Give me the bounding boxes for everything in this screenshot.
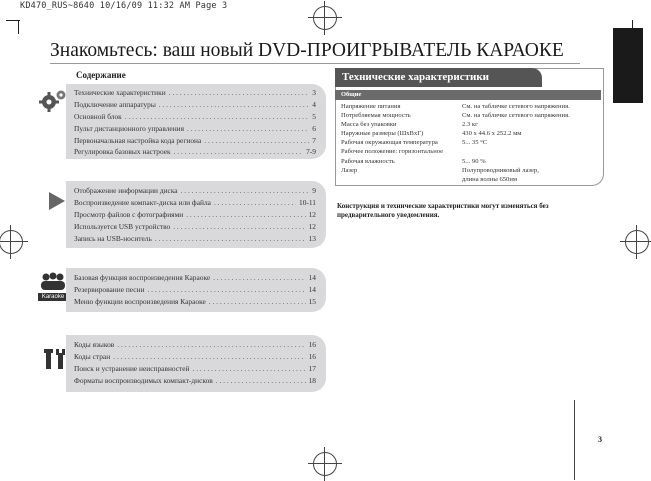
- toc-item[interactable]: Подключение аппаратуры . . . 4: [74, 100, 316, 109]
- crop-mark: [6, 20, 20, 21]
- spec-label: Рабочее положение: горизонтальное: [341, 148, 444, 155]
- registration-mark: [313, 452, 337, 476]
- title-divider: [50, 63, 580, 64]
- karaoke-icon: [38, 272, 68, 302]
- toc-item[interactable]: Базовая функция воспроизведения Караоке . . . 14: [74, 273, 316, 282]
- karaoke-icon-label: Karaoke: [38, 293, 68, 301]
- toc-item[interactable]: Просмотр файлов с фотографиями . . . 12: [74, 210, 316, 219]
- spec-label: Лазер: [341, 167, 358, 174]
- page-number: 3: [598, 435, 602, 444]
- specs-note: Конструкция и технические характеристики могут изменяться без предварительного уведомления.: [337, 202, 549, 219]
- toc-item[interactable]: Резервирование песни . . . 14: [74, 285, 316, 294]
- toc-item[interactable]: Пульт дистанционного управления . . . 6: [74, 124, 316, 133]
- toc-group-reference: [66, 335, 326, 392]
- spec-value: 5... 90 %: [462, 158, 486, 165]
- gears-icon: [38, 88, 68, 114]
- specs-subheading: Общие: [335, 90, 601, 100]
- toc-item[interactable]: Технические характеристики . . . 3: [74, 88, 316, 97]
- section-tab: [613, 28, 643, 103]
- people-icon: [38, 272, 68, 292]
- spec-value: Полупроводниковый лазер,: [462, 167, 539, 174]
- spec-value: 430 x 44.6 x 252.2 мм: [462, 130, 522, 137]
- toc-item[interactable]: Меню функции воспроизведения Караоке . . . 15: [74, 297, 316, 306]
- toc-item[interactable]: Коды языков . . . 16: [74, 340, 316, 349]
- spec-label: Масса без упаковки: [341, 121, 397, 128]
- spec-value: длина волны 650нм: [462, 176, 518, 183]
- crop-mark: [18, 20, 19, 34]
- spec-value: 2.3 кг: [462, 121, 478, 128]
- registration-mark: [313, 6, 337, 30]
- spec-value: 5... 35 °C: [462, 139, 488, 146]
- spec-value: См. на табличке сетевого напряжения.: [462, 112, 570, 119]
- spec-value: См. на табличке сетевого напряжения.: [462, 103, 570, 110]
- print-slug: KD470_RUS~8640 10/16/09 11:32 AM Page 3: [20, 1, 228, 11]
- registration-mark: [625, 230, 649, 254]
- spec-label: Потребляемая мощность: [341, 112, 411, 119]
- toc-item[interactable]: Запись на USB-носитель . . . 13: [74, 234, 316, 243]
- toc-item[interactable]: Используется USB устройство . . . 12: [74, 222, 316, 231]
- spec-label: Рабочая влажность: [341, 158, 395, 165]
- margin-rule: [574, 400, 575, 480]
- specs-title: Технические характеристики: [335, 68, 542, 87]
- toc-item[interactable]: Отображение информации диска . . . 9: [74, 186, 316, 195]
- spec-label: Наружные размеры (ШxВxГ): [341, 130, 424, 137]
- spec-label: Напряжение питания: [341, 103, 401, 110]
- play-icon: [48, 191, 66, 211]
- toc-heading: Содержание: [76, 70, 126, 80]
- page-title: Знакомьтесь: ваш новый DVD-ПРОИГРЫВАТЕЛЬ КАРАОКЕ: [50, 40, 564, 61]
- toc-item[interactable]: Регулировка базовых настроек . . . 7-9: [74, 147, 316, 156]
- toc-item[interactable]: Коды стран . . . 16: [74, 352, 316, 361]
- toc-group-karaoke: [66, 268, 326, 312]
- tools-icon: [44, 348, 66, 370]
- toc-group-playback: [66, 181, 326, 248]
- toc-item[interactable]: Поиск и устранение неисправностей . . . 17: [74, 364, 316, 373]
- toc-item[interactable]: Воспроизведение компакт-диска или файла . . . 10-11: [74, 198, 316, 207]
- spec-label: Рабочая окружающая температура: [341, 139, 438, 146]
- registration-mark: [0, 230, 23, 254]
- toc-group-setup: [66, 84, 326, 159]
- toc-item[interactable]: Форматы воспроизводимых компакт-дисков . . . 18: [74, 376, 316, 385]
- toc-item[interactable]: Первоначальная настройка кода региона . . . 7: [74, 136, 316, 145]
- toc-item[interactable]: Основной блок . . . 5: [74, 112, 316, 121]
